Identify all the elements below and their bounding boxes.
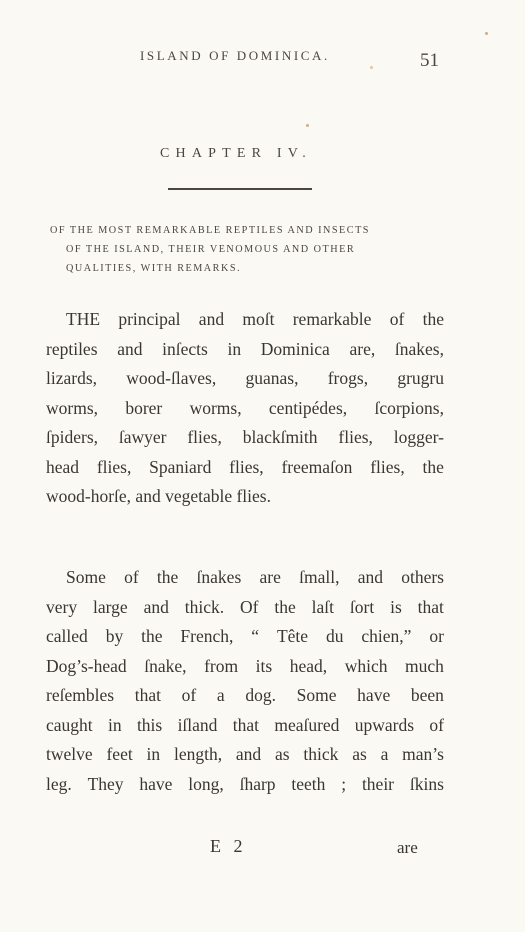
summary-line: OF THE MOST REMARKABLE REPTILES AND INSECTS (50, 225, 370, 236)
paper-speck (485, 32, 488, 35)
paper-speck (306, 124, 309, 127)
chapter-title: CHAPTER IV. (160, 146, 312, 161)
catchword: are (397, 838, 418, 857)
chapter-rule (168, 188, 312, 190)
text-line: reptiles and inſects in Dominica are, ſnakes, (46, 338, 444, 359)
summary-line: QUALITIES, WITH REMARKS. (66, 263, 242, 274)
page-number: 51 (420, 50, 439, 71)
text-line: reſembles that of a dog. Some have been (46, 685, 444, 705)
text-line: Some of the ſnakes are ſmall, and others (66, 567, 444, 587)
text-line: leg. They have long, ſharp teeth ; their ſkins (46, 773, 444, 794)
text-line: head flies, Spaniard flies, freemaſon flies, the (46, 456, 444, 477)
paper-speck (370, 66, 373, 69)
text-line: Dog’s-head ſnake, from its head, which much (46, 655, 444, 676)
paragraph-2 (46, 563, 444, 799)
text-line: wood-horſe, and vegetable flies. (46, 486, 271, 506)
text-line: twelve feet in length, and as thick as a man’s (46, 744, 444, 764)
signature-mark: E 2 (210, 836, 247, 856)
running-head: ISLAND OF DOMINICA. (140, 48, 330, 63)
paragraph-1 (46, 305, 444, 512)
text-line: caught in this iſland that meaſured upwards of (46, 714, 444, 735)
text-line: called by the French, “ Tête du chien,” or (46, 626, 444, 646)
text-line: worms, borer worms, centipédes, ſcorpions, (46, 397, 444, 418)
text-line: THE principal and moſt remarkable of the (66, 309, 444, 329)
chapter-summary (50, 221, 450, 278)
summary-line: OF THE ISLAND, THEIR VENOMOUS AND OTHER (66, 244, 356, 255)
text-line: ſpiders, ſawyer flies, blackſmith flies, logger- (46, 427, 444, 447)
text-line: lizards, wood-ſlaves, guanas, frogs, grugru (46, 368, 444, 388)
text-line: very large and thick. Of the laſt ſort is that (46, 596, 444, 617)
